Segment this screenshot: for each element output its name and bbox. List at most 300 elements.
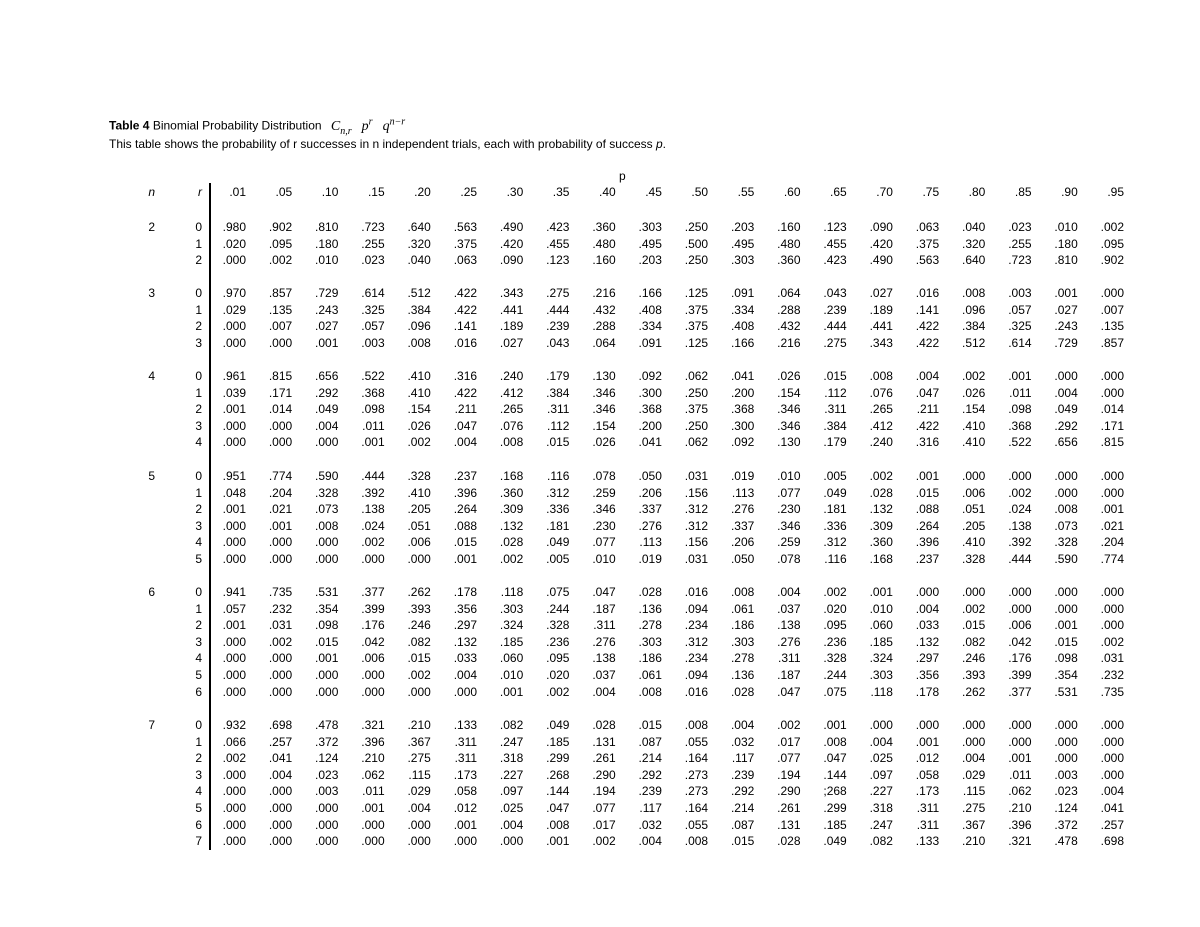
table-cell: .614 bbox=[361, 286, 385, 300]
column-header-p: .40 bbox=[598, 185, 616, 199]
table-cell: .276 bbox=[777, 634, 801, 649]
table-cell: .088 bbox=[915, 502, 940, 517]
table-cell: .032 bbox=[730, 734, 755, 749]
table-cell: .028 bbox=[499, 535, 524, 550]
table-cell: .422 bbox=[453, 302, 478, 317]
table-cell: .160 bbox=[777, 220, 801, 234]
table-cell: .064 bbox=[592, 335, 616, 350]
table-cell: .455 bbox=[546, 236, 570, 251]
table-cell: .000 bbox=[361, 668, 385, 682]
column-header-r: r bbox=[198, 185, 202, 199]
table-cell: .001 bbox=[1100, 502, 1124, 517]
table-cell: .275 bbox=[962, 801, 986, 815]
table-cell: .047 bbox=[777, 684, 801, 699]
table-cell: .328 bbox=[407, 469, 431, 483]
table-cell: .029 bbox=[407, 784, 431, 799]
table-cell: .346 bbox=[592, 402, 616, 417]
table-cell: .031 bbox=[1100, 651, 1124, 666]
table-cell: .028 bbox=[592, 718, 616, 732]
table-cell: .098 bbox=[361, 402, 385, 417]
table-cell: .047 bbox=[453, 418, 478, 433]
table-cell: .432 bbox=[592, 302, 616, 317]
table-cell: .138 bbox=[361, 502, 385, 517]
table-cell: .311 bbox=[547, 402, 570, 417]
table-cell: .173 bbox=[915, 784, 940, 799]
column-header-p: .10 bbox=[321, 185, 339, 199]
column-header-p: .01 bbox=[229, 185, 246, 199]
table-cell: .186 bbox=[730, 618, 755, 633]
table-cell: .028 bbox=[730, 684, 755, 699]
table-cell: .010 bbox=[592, 552, 616, 566]
table-cell: .000 bbox=[222, 253, 246, 268]
table-cell: .015 bbox=[962, 618, 986, 633]
table-cell: .131 bbox=[777, 817, 801, 832]
table-cell: .531 bbox=[315, 585, 339, 599]
table-cell: .367 bbox=[407, 734, 431, 749]
table-cell: .000 bbox=[315, 535, 339, 550]
row-label-r: 6 bbox=[195, 817, 202, 832]
table-cell: .049 bbox=[823, 834, 847, 849]
table-cell: .292 bbox=[315, 385, 339, 400]
table-cell: .368 bbox=[638, 402, 662, 417]
table-cell: .309 bbox=[499, 502, 524, 517]
table-cell: .309 bbox=[869, 518, 893, 533]
table-cell: .292 bbox=[1054, 418, 1078, 433]
table-cell: .179 bbox=[823, 435, 847, 450]
table-cell: .082 bbox=[407, 634, 431, 649]
table-cell: .098 bbox=[1008, 402, 1032, 417]
table-cell: .563 bbox=[453, 220, 478, 234]
table-cell: .000 bbox=[268, 651, 293, 666]
table-cell: .178 bbox=[453, 585, 478, 599]
column-header-p: .15 bbox=[367, 185, 385, 199]
table-cell: .316 bbox=[453, 369, 478, 383]
table-cell: .123 bbox=[546, 253, 570, 268]
table-cell: .116 bbox=[547, 469, 570, 483]
table-cell: .141 bbox=[915, 302, 940, 317]
table-cell: .076 bbox=[869, 385, 893, 400]
row-label-r: 3 bbox=[195, 518, 202, 533]
table-cell: .123 bbox=[823, 220, 847, 234]
table-cell: .002 bbox=[1008, 485, 1032, 500]
table-cell: .420 bbox=[869, 236, 893, 251]
table-cell: .384 bbox=[823, 418, 847, 433]
table-cell: .025 bbox=[499, 801, 524, 815]
table-cell: .312 bbox=[823, 535, 847, 550]
table-cell: .857 bbox=[268, 286, 293, 300]
table-cell: .051 bbox=[962, 502, 986, 517]
table-cell: .021 bbox=[268, 502, 293, 517]
row-label-r: 5 bbox=[195, 552, 202, 566]
table-cell: .002 bbox=[268, 634, 293, 649]
table-cell: .432 bbox=[777, 319, 801, 334]
table-cell: .138 bbox=[777, 618, 801, 633]
table-cell: .017 bbox=[777, 734, 801, 749]
table-cell: .246 bbox=[407, 618, 431, 633]
table-cell: .522 bbox=[1008, 435, 1032, 450]
table-cell: .275 bbox=[823, 335, 847, 350]
table-cell: .003 bbox=[361, 335, 385, 350]
table-cell: .490 bbox=[499, 220, 524, 234]
table-cell: .328 bbox=[962, 552, 986, 566]
table-cell: .187 bbox=[777, 668, 801, 682]
description-text: This table shows the probability of r successes in n independent trials, each with probability of success bbox=[109, 137, 656, 151]
table-cell: .138 bbox=[592, 651, 616, 666]
table-cell: .000 bbox=[1054, 469, 1078, 483]
table-cell: .048 bbox=[222, 485, 246, 500]
table-cell: .023 bbox=[1054, 784, 1078, 799]
table-cell: .292 bbox=[730, 784, 755, 799]
table-cell: .001 bbox=[361, 801, 385, 815]
table-cell: .000 bbox=[268, 834, 293, 849]
table-cell: .124 bbox=[1054, 801, 1078, 815]
table-cell: .444 bbox=[823, 319, 847, 334]
table-cell: .247 bbox=[869, 817, 893, 832]
table-cell: .303 bbox=[730, 634, 755, 649]
table-cell: .000 bbox=[1054, 734, 1078, 749]
table-cell: .408 bbox=[638, 302, 662, 317]
table-cell: .066 bbox=[222, 734, 246, 749]
row-label-r: 1 bbox=[195, 734, 202, 749]
table-cell: .423 bbox=[546, 220, 570, 234]
table-cell: .810 bbox=[315, 220, 339, 234]
table-cell: .001 bbox=[823, 718, 847, 732]
table-cell: .590 bbox=[315, 469, 339, 483]
table-cell: .000 bbox=[268, 817, 293, 832]
table-cell: .132 bbox=[869, 502, 893, 517]
table-cell: .026 bbox=[407, 418, 431, 433]
table-cell: .002 bbox=[407, 668, 431, 682]
table-cell: .410 bbox=[407, 369, 431, 383]
table-cell: .011 bbox=[362, 784, 385, 799]
table-cell: .132 bbox=[453, 634, 478, 649]
table-cell: .010 bbox=[1054, 220, 1078, 234]
table-cell: .232 bbox=[1100, 668, 1124, 682]
table-cell: .039 bbox=[222, 385, 246, 400]
table-cell: .008 bbox=[684, 718, 709, 732]
table-cell: .062 bbox=[684, 369, 709, 383]
table-cell: .023 bbox=[1008, 220, 1032, 234]
table-cell: .265 bbox=[869, 402, 893, 417]
table-cell: .495 bbox=[730, 236, 755, 251]
table-cell: .000 bbox=[315, 435, 339, 450]
table-cell: .000 bbox=[962, 718, 986, 732]
table-cell: .255 bbox=[361, 236, 385, 251]
table-cell: .311 bbox=[824, 402, 847, 417]
table-cell: .014 bbox=[1100, 402, 1124, 417]
table-cell: .168 bbox=[869, 552, 893, 566]
table-cell: .000 bbox=[1100, 718, 1124, 732]
table-cell: .062 bbox=[684, 435, 709, 450]
table-cell: .015 bbox=[638, 718, 662, 732]
table-cell: .096 bbox=[407, 319, 431, 334]
table-cell: .000 bbox=[268, 335, 293, 350]
row-label-r: 3 bbox=[195, 418, 202, 433]
table-cell: .023 bbox=[361, 253, 385, 268]
table-cell: .010 bbox=[777, 469, 801, 483]
table-cell: .141 bbox=[453, 319, 478, 334]
table-cell: .297 bbox=[453, 618, 478, 633]
table-cell: .311 bbox=[454, 751, 478, 766]
table-cell: .343 bbox=[499, 286, 524, 300]
table-cell: .000 bbox=[1054, 751, 1078, 766]
table-cell: .410 bbox=[407, 485, 431, 500]
table-cell: .113 bbox=[731, 485, 755, 500]
table-cell: .000 bbox=[361, 817, 385, 832]
table-cell: .257 bbox=[268, 734, 293, 749]
table-cell: .970 bbox=[222, 286, 246, 300]
table-cell: .000 bbox=[268, 668, 293, 682]
column-header-p: .20 bbox=[414, 185, 431, 199]
table-divider-line bbox=[209, 183, 211, 850]
table-cell: .000 bbox=[962, 469, 986, 483]
table-cell: .275 bbox=[407, 751, 431, 766]
table-cell: .002 bbox=[222, 751, 246, 766]
table-cell: .239 bbox=[638, 784, 662, 799]
table-cell: .000 bbox=[222, 651, 246, 666]
table-cell: .000 bbox=[222, 518, 246, 533]
table-cell: .001 bbox=[499, 684, 524, 699]
table-cell: .016 bbox=[453, 335, 478, 350]
table-cell: .480 bbox=[777, 236, 801, 251]
table-cell: .001 bbox=[915, 469, 940, 483]
table-cell: .016 bbox=[915, 286, 940, 300]
table-cell: .041 bbox=[730, 369, 755, 383]
table-cell: .006 bbox=[1008, 618, 1032, 633]
table-cell: .156 bbox=[684, 535, 709, 550]
table-cell: .656 bbox=[315, 369, 339, 383]
table-cell: .002 bbox=[592, 834, 616, 849]
table-cell: .375 bbox=[453, 236, 478, 251]
table-cell: .236 bbox=[823, 634, 847, 649]
table-cell: .094 bbox=[684, 601, 709, 616]
table-cell: .000 bbox=[1100, 734, 1124, 749]
table-cell: .131 bbox=[592, 734, 616, 749]
table-cell: .656 bbox=[1054, 435, 1078, 450]
table-cell: .420 bbox=[499, 236, 524, 251]
table-cell: .000 bbox=[1054, 601, 1078, 616]
table-cell: .346 bbox=[592, 385, 616, 400]
table-cell: .062 bbox=[361, 767, 385, 782]
table-cell: .000 bbox=[222, 634, 246, 649]
table-cell: .002 bbox=[823, 585, 847, 599]
table-cell: .090 bbox=[499, 253, 524, 268]
table-cell: .480 bbox=[592, 236, 616, 251]
table-cell: .004 bbox=[315, 418, 339, 433]
table-cell: .368 bbox=[1008, 418, 1032, 433]
table-cell: .001 bbox=[1054, 286, 1078, 300]
table-cell: .422 bbox=[453, 385, 478, 400]
table-cell: .227 bbox=[499, 767, 524, 782]
table-cell: .239 bbox=[823, 302, 847, 317]
table-cell: .063 bbox=[453, 253, 478, 268]
table-cell: .096 bbox=[962, 302, 986, 317]
table-cell: .205 bbox=[962, 518, 986, 533]
table-cell: .002 bbox=[869, 469, 893, 483]
table-cell: .324 bbox=[499, 618, 524, 633]
table-cell: .000 bbox=[315, 552, 339, 566]
table-cell: .051 bbox=[407, 518, 431, 533]
table-cell: .063 bbox=[915, 220, 940, 234]
table-cell: .008 bbox=[546, 817, 570, 832]
table-cell: .328 bbox=[1054, 535, 1078, 550]
table-cell: .372 bbox=[1054, 817, 1078, 832]
table-cell: .082 bbox=[499, 718, 524, 732]
table-cell: .265 bbox=[499, 402, 524, 417]
table-cell: .087 bbox=[638, 734, 662, 749]
table-cell: .273 bbox=[684, 767, 709, 782]
table-cell: .058 bbox=[453, 784, 478, 799]
table-cell: .312 bbox=[684, 518, 709, 533]
table-cell: .372 bbox=[315, 734, 339, 749]
column-header-p: .95 bbox=[1107, 185, 1124, 199]
column-header-p: .30 bbox=[506, 185, 524, 199]
table-cell: .031 bbox=[684, 552, 709, 566]
table-cell: .002 bbox=[1100, 220, 1124, 234]
table-cell: .346 bbox=[592, 502, 616, 517]
table-cell: .012 bbox=[915, 751, 940, 766]
column-header-p: .60 bbox=[783, 185, 801, 199]
table-cell: .441 bbox=[869, 319, 893, 334]
table-cell: .073 bbox=[315, 502, 339, 517]
table-cell: .007 bbox=[268, 319, 293, 334]
row-label-r: 7 bbox=[195, 834, 202, 849]
table-cell: .563 bbox=[915, 253, 940, 268]
table-cell: .320 bbox=[962, 236, 986, 251]
table-cell: .180 bbox=[1054, 236, 1078, 251]
table-cell: .000 bbox=[222, 684, 246, 699]
table-cell: .026 bbox=[592, 435, 616, 450]
table-cell: .318 bbox=[869, 801, 893, 815]
column-header-p: .75 bbox=[922, 185, 940, 199]
table-cell: .011 bbox=[1009, 385, 1032, 400]
table-cell: .185 bbox=[546, 734, 570, 749]
table-cell: .240 bbox=[869, 435, 893, 450]
table-cell: .033 bbox=[453, 651, 478, 666]
row-label-r: 4 bbox=[195, 535, 202, 550]
table-cell: .027 bbox=[1054, 302, 1078, 317]
table-cell: .377 bbox=[1008, 684, 1032, 699]
table-cell: .024 bbox=[1008, 502, 1032, 517]
table-cell: .000 bbox=[315, 801, 339, 815]
table-cell: .004 bbox=[453, 668, 478, 682]
table-cell: .015 bbox=[407, 651, 431, 666]
table-cell: .346 bbox=[777, 402, 801, 417]
table-cell: .490 bbox=[869, 253, 893, 268]
table-cell: .246 bbox=[962, 651, 986, 666]
table-cell: .375 bbox=[684, 402, 709, 417]
row-label-r: 0 bbox=[195, 718, 202, 732]
table-cell: .003 bbox=[315, 784, 339, 799]
table-cell: .047 bbox=[823, 751, 847, 766]
table-cell: .297 bbox=[915, 651, 940, 666]
table-cell: .064 bbox=[777, 286, 801, 300]
table-cell: .003 bbox=[1008, 286, 1032, 300]
table-cell: .257 bbox=[1100, 817, 1124, 832]
table-cell: .273 bbox=[684, 784, 709, 799]
row-label-n: 7 bbox=[148, 718, 155, 732]
table-cell: .735 bbox=[1100, 684, 1124, 699]
table-cell: .095 bbox=[546, 651, 570, 666]
binomial-formula bbox=[330, 116, 406, 137]
table-cell: .000 bbox=[407, 684, 431, 699]
table-cell: .027 bbox=[499, 335, 524, 350]
table-cell: .136 bbox=[638, 601, 662, 616]
table-cell: .500 bbox=[684, 236, 709, 251]
table-cell: .136 bbox=[730, 668, 755, 682]
table-cell: .368 bbox=[730, 402, 755, 417]
table-cell: .354 bbox=[315, 601, 339, 616]
table-cell: .011 bbox=[362, 418, 385, 433]
table-cell: .328 bbox=[315, 485, 339, 500]
row-label-r: 1 bbox=[195, 236, 202, 251]
table-cell: .002 bbox=[1100, 634, 1124, 649]
column-header-p: .25 bbox=[460, 185, 478, 199]
table-cell: .346 bbox=[777, 418, 801, 433]
table-cell: .007 bbox=[1100, 302, 1124, 317]
table-cell: .000 bbox=[222, 801, 246, 815]
table-cell: .276 bbox=[592, 634, 616, 649]
table-cell: .200 bbox=[730, 385, 755, 400]
table-cell: .118 bbox=[500, 585, 524, 599]
table-cell: .000 bbox=[1008, 469, 1032, 483]
table-cell: .037 bbox=[592, 668, 616, 682]
table-cell: .002 bbox=[962, 369, 986, 383]
table-cell: .311 bbox=[454, 734, 478, 749]
table-cell: .090 bbox=[869, 220, 893, 234]
table-cell: .000 bbox=[1008, 734, 1032, 749]
table-cell: .000 bbox=[1054, 369, 1078, 383]
table-cell: .318 bbox=[499, 751, 524, 766]
table-cell: .185 bbox=[499, 634, 524, 649]
table-cell: .061 bbox=[638, 668, 662, 682]
table-cell: .002 bbox=[962, 601, 986, 616]
column-header-p: .85 bbox=[1014, 185, 1032, 199]
table-cell: .008 bbox=[962, 286, 986, 300]
table-cell: .723 bbox=[1008, 253, 1032, 268]
table-cell: .000 bbox=[361, 684, 385, 699]
table-cell: .210 bbox=[361, 751, 385, 766]
table-cell: .016 bbox=[684, 585, 709, 599]
table-cell: .336 bbox=[823, 518, 847, 533]
table-cell: .004 bbox=[1100, 784, 1124, 799]
table-cell: .000 bbox=[222, 535, 246, 550]
formula-c-subscript: n,r bbox=[340, 125, 352, 137]
table-cell: .015 bbox=[1054, 634, 1078, 649]
table-cell: .112 bbox=[824, 385, 847, 400]
table-cell: .004 bbox=[499, 817, 524, 832]
table-cell: .049 bbox=[1054, 402, 1078, 417]
table-cell: .118 bbox=[870, 684, 893, 699]
table-cell: .393 bbox=[962, 668, 986, 682]
table-cell: .000 bbox=[268, 418, 293, 433]
table-cell: .171 bbox=[1100, 418, 1124, 433]
table-cell: .166 bbox=[730, 335, 755, 350]
table-cell: .000 bbox=[453, 684, 478, 699]
table-cell: .020 bbox=[546, 668, 570, 682]
table-cell: .098 bbox=[315, 618, 339, 633]
table-cell: .396 bbox=[361, 734, 385, 749]
table-cell: .316 bbox=[915, 435, 940, 450]
table-cell: .000 bbox=[268, 552, 293, 566]
table-cell: .015 bbox=[823, 369, 847, 383]
table-cell: .000 bbox=[222, 319, 246, 334]
table-cell: .156 bbox=[684, 485, 709, 500]
row-label-r: 3 bbox=[195, 335, 202, 350]
table-cell: .088 bbox=[453, 518, 478, 533]
table-cell: .384 bbox=[407, 302, 431, 317]
table-cell: .211 bbox=[454, 402, 478, 417]
